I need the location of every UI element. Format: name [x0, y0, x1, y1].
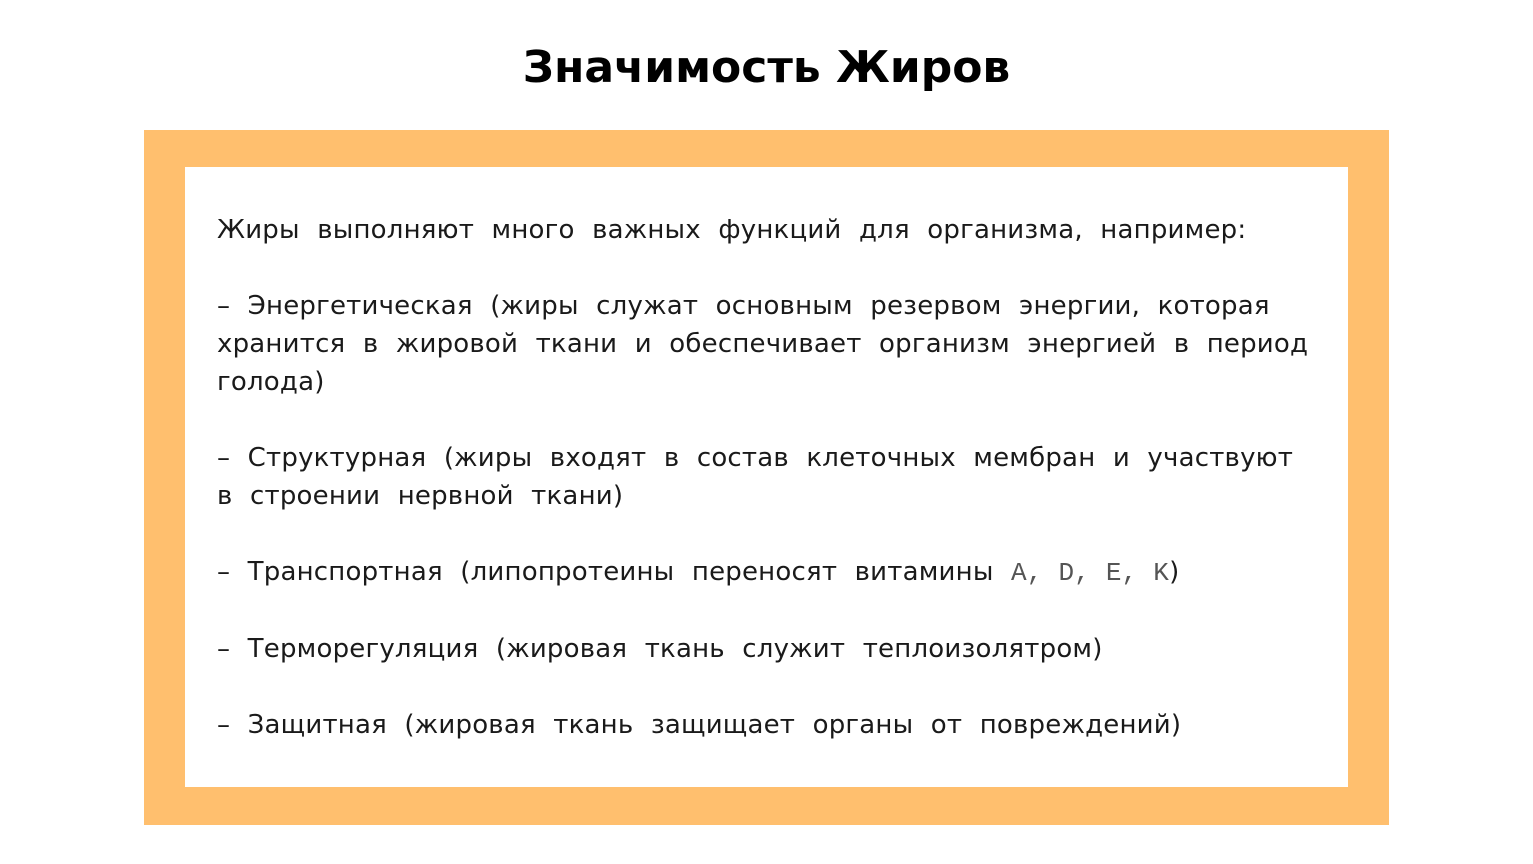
- protective-function-item: – Защитная (жировая ткань защищает органы от повреждений): [217, 710, 1182, 740]
- intro-paragraph: Жиры выполняют много важных функций для организма, например:: [217, 215, 1247, 245]
- vitamins-list: A, D, E, K: [1011, 558, 1170, 588]
- structural-function-item: – Структурная (жиры входят в состав клеточных мембран и участвуют в строении нервной ткани): [217, 443, 1294, 511]
- thermoregulation-function-item: – Терморегуляция (жировая ткань служит теплоизолятром): [217, 634, 1103, 664]
- slide-title: Значимость Жиров: [522, 42, 1011, 93]
- content-frame: [144, 130, 1389, 825]
- energy-function-item: – Энергетическая (жиры служат основным резервом энергии, которая хранится в жировой ткани и обеспечивает организм энергией в период голода): [217, 291, 1309, 397]
- transport-function-text: – Транспортная (липопротеины переносят витамины: [217, 557, 994, 587]
- transport-close-paren: ): [1169, 557, 1180, 587]
- content-panel: [185, 167, 1348, 787]
- transport-function-item: [217, 553, 1317, 592]
- functions-text: [217, 211, 1317, 782]
